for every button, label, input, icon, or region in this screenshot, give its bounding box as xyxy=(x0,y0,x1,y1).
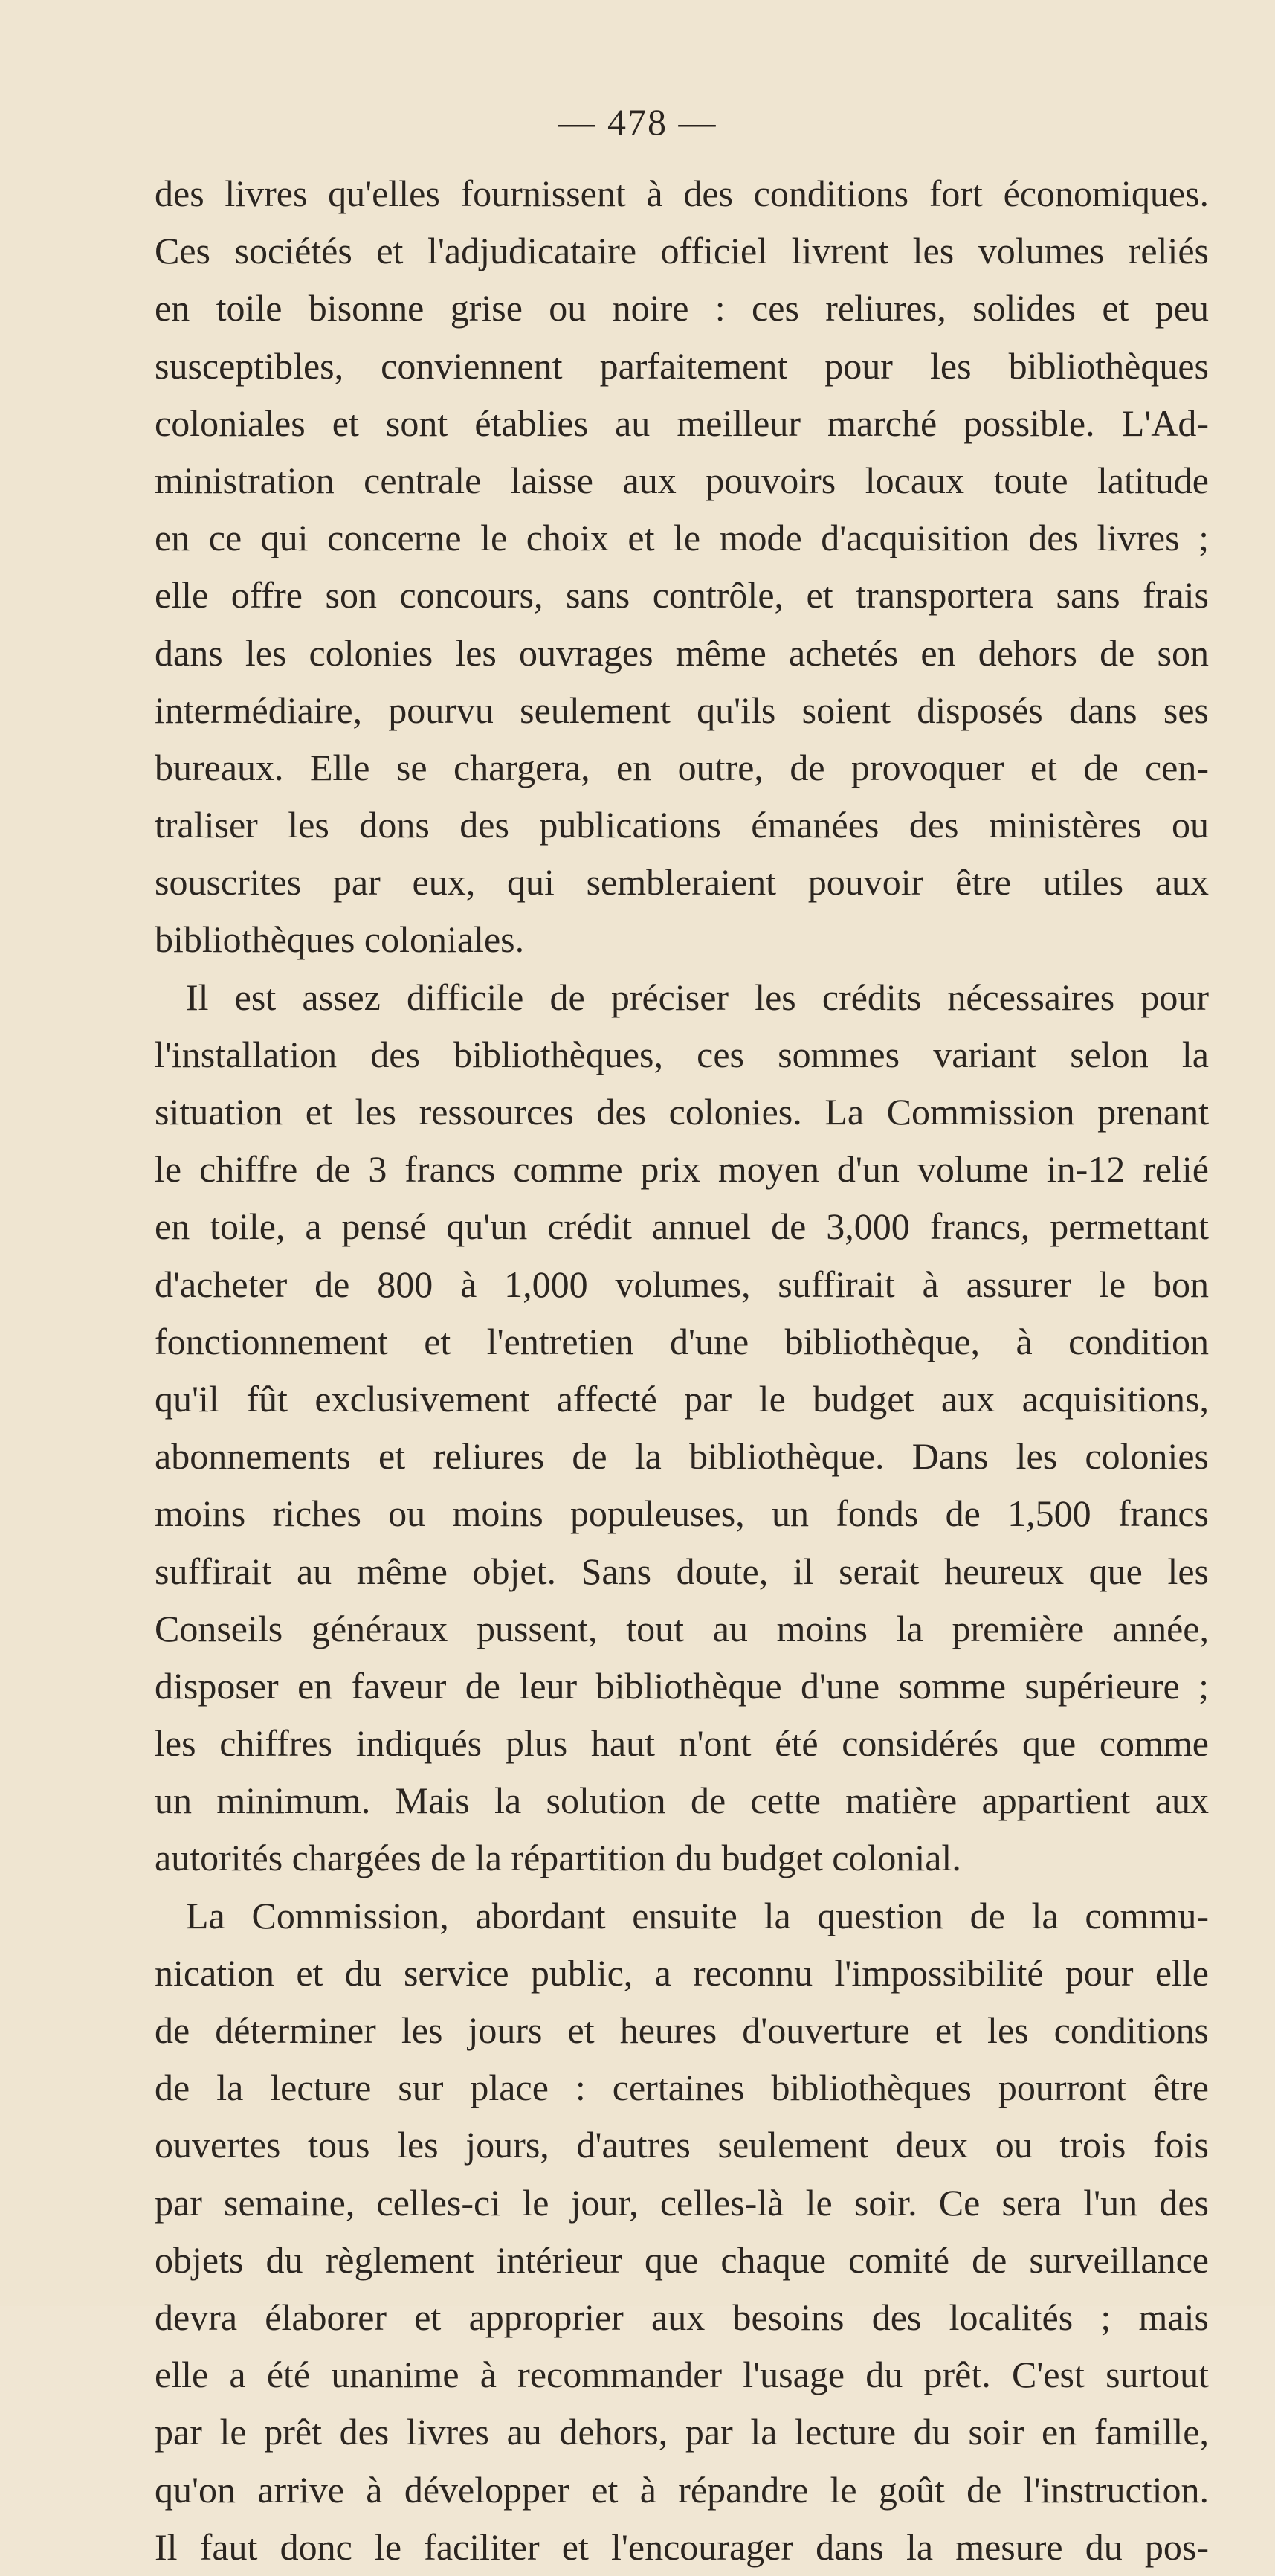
text-line: La Commission, abordant ensuite la question de la commu- xyxy=(186,1894,1209,1936)
text-line: traliser les dons des publications émanées des ministères ou xyxy=(155,804,1209,846)
text-line: de déterminer les jours et heures d'ouverture et les conditions xyxy=(155,2009,1209,2051)
text-line: situation et les ressources des colonies. La Commission prenant xyxy=(155,1091,1209,1133)
text-line: moins riches ou moins populeuses, un fonds de 1,500 francs xyxy=(155,1493,1209,1535)
text-line: des livres qu'elles fournissent à des conditions fort économiques. xyxy=(155,173,1209,214)
text-line: Il est assez difficile de préciser les crédits nécessaires pour xyxy=(186,976,1209,1018)
text-line: bureaux. Elle se chargera, en outre, de provoquer et de cen- xyxy=(155,746,1209,788)
text-line: en toile, a pensé qu'un crédit annuel de 3,000 francs, permettant xyxy=(155,1205,1209,1248)
text-line: nication et du service public, a reconnu l'impossibilité pour elle xyxy=(155,1951,1209,1994)
text-line: en toile bisonne grise ou noire : ces reliures, solides et peu xyxy=(155,287,1209,329)
text-line: bibliothèques coloniales. xyxy=(155,918,525,961)
text-line: ouvertes tous les jours, d'autres seulement deux ou trois fois xyxy=(155,2124,1209,2166)
paragraph-3 xyxy=(155,1887,1209,2576)
text-line: le chiffre de 3 francs comme prix moyen d'un volume in-12 relié xyxy=(155,1148,1209,1191)
text-line: disposer en faveur de leur bibliothèque d'une somme supérieure ; xyxy=(155,1664,1209,1707)
text-line: devra élaborer et approprier aux besoins des localités ; mais xyxy=(155,2296,1209,2338)
text-line: Ces sociétés et l'adjudicataire officiel livrent les volumes reliés xyxy=(155,230,1209,272)
text-line: elle offre son concours, sans contrôle, et transportera sans frais xyxy=(155,574,1209,616)
text-line: en ce qui concerne le choix et le mode d'acquisition des livres ; xyxy=(155,517,1209,559)
text-line: coloniales et sont établies au meilleur marché possible. L'Ad- xyxy=(155,402,1209,444)
text-line: qu'on arrive à développer et à répandre le goût de l'instruction. xyxy=(155,2468,1209,2511)
text-line: ministration centrale laisse aux pouvoirs locaux toute latitude xyxy=(155,459,1209,501)
text-line: suffirait au même objet. Sans doute, il serait heureux que les xyxy=(155,1550,1209,1592)
text-line: de la lecture sur place : certaines bibliothèques pourront être xyxy=(155,2067,1209,2109)
paragraph-2 xyxy=(155,969,1209,1887)
body-text xyxy=(155,165,1209,2576)
text-line: d'acheter de 800 à 1,000 volumes, suffirait à assurer le bon xyxy=(155,1263,1209,1305)
paragraph-1 xyxy=(155,165,1209,969)
text-line: elle a été unanime à recommander l'usage du prêt. C'est surtout xyxy=(155,2354,1209,2396)
text-line: abonnements et reliures de la bibliothèque. Dans les colonies xyxy=(155,1435,1209,1478)
text-line: dans les colonies les ouvrages même achetés en dehors de son xyxy=(155,631,1209,674)
text-line: souscrites par eux, qui sembleraient pouvoir être utiles aux xyxy=(155,861,1209,904)
text-line: par le prêt des livres au dehors, par la lecture du soir en famille, xyxy=(155,2411,1209,2453)
text-line: intermédiaire, pourvu seulement qu'ils soient disposés dans ses xyxy=(155,689,1209,731)
text-line: Conseils généraux pussent, tout au moins la première année, xyxy=(155,1607,1209,1649)
text-line: objets du règlement intérieur que chaque comité de surveillance xyxy=(155,2238,1209,2281)
text-line: Il faut donc le faciliter et l'encourager dans la mesure du pos- xyxy=(155,2525,1209,2568)
page-number: — 478 — xyxy=(558,101,717,143)
text-line: un minimum. Mais la solution de cette matière appartient aux xyxy=(155,1780,1209,1822)
text-line: l'installation des bibliothèques, ces sommes variant selon la xyxy=(155,1033,1209,1075)
text-line: susceptibles, conviennent parfaitement pour les bibliothèques xyxy=(155,344,1209,387)
text-line: fonctionnement et l'entretien d'une bibliothèque, à condition xyxy=(155,1320,1209,1362)
text-line: les chiffres indiqués plus haut n'ont été considérés que comme xyxy=(155,1722,1209,1765)
text-line: autorités chargées de la répartition du budget colonial. xyxy=(155,1837,961,1879)
text-line: par semaine, celles-ci le jour, celles-là le soir. Ce sera l'un des xyxy=(155,2181,1209,2224)
text-line: qu'il fût exclusivement affecté par le budget aux acquisitions, xyxy=(155,1377,1209,1420)
